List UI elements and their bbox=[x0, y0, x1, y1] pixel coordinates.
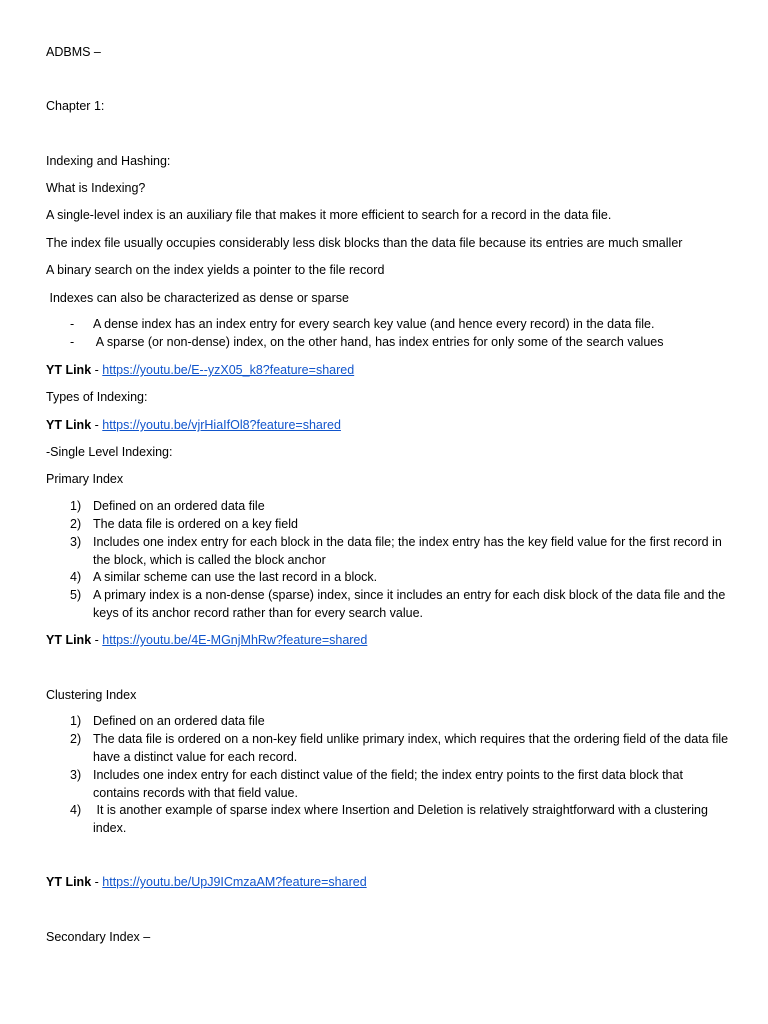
list-item-text: Includes one index entry for each distinct value of the field; the index entry points to the first data block that contains records with that field value. bbox=[93, 768, 683, 800]
secondary-index-heading: Secondary Index – bbox=[46, 930, 151, 944]
doc-title: ADBMS – bbox=[46, 45, 101, 59]
number-marker: 4) bbox=[70, 570, 82, 584]
clustering-list-item bbox=[70, 731, 730, 766]
single-level-heading: -Single Level Indexing: bbox=[46, 445, 173, 459]
clustering-index-heading: Clustering Index bbox=[46, 688, 137, 702]
list-item-sparse bbox=[70, 334, 730, 352]
list-item-text: The data file is ordered on a key field bbox=[93, 517, 298, 531]
youtube-link-4[interactable]: https://youtu.be/UpJ9ICmzaAM?feature=shared bbox=[102, 875, 367, 889]
list-item-text: Defined on an ordered data file bbox=[93, 714, 265, 728]
number-marker: 1) bbox=[70, 714, 82, 728]
primary-index-heading: Primary Index bbox=[46, 472, 124, 486]
chapter-heading: Chapter 1: bbox=[46, 99, 105, 113]
primary-list-item bbox=[70, 569, 730, 587]
clustering-list-item bbox=[70, 713, 730, 731]
number-marker: 2) bbox=[70, 517, 82, 531]
link-separator: - bbox=[91, 418, 103, 432]
section-heading: Indexing and Hashing: bbox=[46, 154, 171, 168]
number-marker: 5) bbox=[70, 588, 82, 602]
clustering-list-item bbox=[70, 802, 730, 837]
youtube-link-2[interactable]: https://youtu.be/vjrHiaIfOl8?feature=shared bbox=[102, 418, 341, 432]
number-marker: 3) bbox=[70, 535, 82, 549]
list-item-text: A dense index has an index entry for every search key value (and hence every record) in the data file. bbox=[93, 317, 655, 331]
primary-list-item bbox=[70, 498, 730, 516]
link-separator: - bbox=[91, 633, 103, 647]
question-what-is-indexing: What is Indexing? bbox=[46, 181, 146, 195]
number-marker: 1) bbox=[70, 499, 82, 513]
yt-label: YT Link bbox=[46, 875, 92, 889]
number-marker: 3) bbox=[70, 768, 82, 782]
link-separator: - bbox=[91, 875, 103, 889]
list-item-text: The data file is ordered on a non-key field unlike primary index, which requires that the ordering field of the data file have a distinct value for each record. bbox=[93, 732, 729, 764]
list-item-text: Includes one index entry for each block in the data file; the index entry has the key field value for the first record in the block, which is called the block anchor bbox=[93, 535, 722, 567]
list-item-text: A primary index is a non-dense (sparse) index, since it includes an entry for each disk block of the data file and the keys of its anchor record rather than for every search value. bbox=[93, 588, 726, 620]
primary-list-item bbox=[70, 587, 730, 622]
list-item-dense bbox=[70, 316, 730, 334]
bullet-marker: - bbox=[70, 317, 75, 331]
paragraph-single-level-index: A single-level index is an auxiliary file that makes it more efficient to search for a record in the data file. bbox=[46, 208, 612, 222]
paragraph-binary-search: A binary search on the index yields a pointer to the file record bbox=[46, 263, 385, 277]
list-item-text: It is another example of sparse index where Insertion and Deletion is relatively straightforward with a clustering index. bbox=[93, 803, 712, 835]
clustering-list-item bbox=[70, 767, 730, 802]
number-marker: 2) bbox=[70, 732, 82, 746]
yt-link-line-2 bbox=[46, 417, 341, 433]
yt-link-line-4 bbox=[46, 874, 367, 890]
primary-list-item bbox=[70, 534, 730, 569]
yt-label: YT Link bbox=[46, 633, 92, 647]
paragraph-dense-sparse: Indexes can also be characterized as dense or sparse bbox=[46, 291, 349, 305]
list-item-text: A similar scheme can use the last record in a block. bbox=[93, 570, 378, 584]
yt-link-line-1 bbox=[46, 362, 354, 378]
link-separator: - bbox=[91, 363, 103, 377]
yt-label: YT Link bbox=[46, 363, 92, 377]
list-item-text: A sparse (or non-dense) index, on the other hand, has index entries for only some of the search values bbox=[93, 335, 664, 349]
number-marker: 4) bbox=[70, 803, 82, 817]
bullet-marker: - bbox=[70, 335, 75, 349]
youtube-link-1[interactable]: https://youtu.be/E--yzX05_k8?feature=shared bbox=[102, 363, 355, 377]
yt-link-line-3 bbox=[46, 632, 367, 648]
youtube-link-3[interactable]: https://youtu.be/4E-MGnjMhRw?feature=shared bbox=[102, 633, 368, 647]
types-heading: Types of Indexing: bbox=[46, 390, 148, 404]
primary-list-item bbox=[70, 516, 730, 534]
paragraph-index-file-size: The index file usually occupies considerably less disk blocks than the data file because its entries are much smaller bbox=[46, 236, 683, 250]
yt-label: YT Link bbox=[46, 418, 92, 432]
list-item-text: Defined on an ordered data file bbox=[93, 499, 265, 513]
